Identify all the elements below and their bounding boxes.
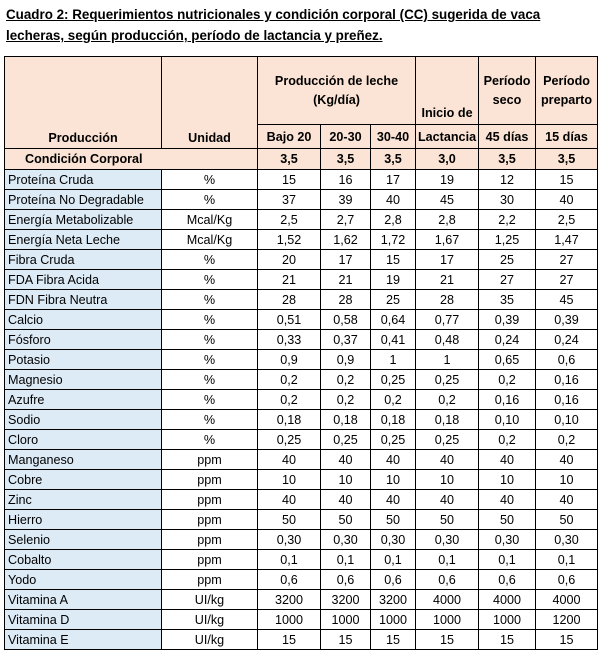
row-value: 2,8 bbox=[371, 210, 416, 230]
row-value: 0,64 bbox=[371, 310, 416, 330]
row-value: 21 bbox=[321, 270, 371, 290]
row-value: 2,5 bbox=[536, 210, 598, 230]
row-value: 50 bbox=[416, 510, 479, 530]
row-value: 4000 bbox=[416, 590, 479, 610]
row-value: 0,24 bbox=[479, 330, 536, 350]
table-row bbox=[5, 510, 598, 530]
cc-value: 3,5 bbox=[258, 149, 321, 170]
row-value: 10 bbox=[416, 470, 479, 490]
row-value: 0,2 bbox=[321, 390, 371, 410]
row-value: 0,41 bbox=[371, 330, 416, 350]
header-row-cc bbox=[5, 149, 598, 170]
table-row bbox=[5, 450, 598, 470]
cc-value: 3,5 bbox=[479, 149, 536, 170]
row-value: 1,25 bbox=[479, 230, 536, 250]
row-value: 0,37 bbox=[321, 330, 371, 350]
row-unit: % bbox=[162, 330, 258, 350]
row-value: 1000 bbox=[416, 610, 479, 630]
row-value: 0,18 bbox=[258, 410, 321, 430]
row-value: 3200 bbox=[371, 590, 416, 610]
row-value: 12 bbox=[479, 170, 536, 190]
header-15-dias: 15 días bbox=[536, 125, 598, 149]
row-value: 0,25 bbox=[258, 430, 321, 450]
header-condicion-corporal: Condición Corporal bbox=[5, 149, 258, 170]
table-row bbox=[5, 550, 598, 570]
row-nutrient-name: Vitamina A bbox=[5, 590, 162, 610]
row-value: 50 bbox=[479, 510, 536, 530]
row-nutrient-name: Zinc bbox=[5, 490, 162, 510]
row-value: 10 bbox=[536, 470, 598, 490]
row-value: 0,65 bbox=[479, 350, 536, 370]
row-value: 0,16 bbox=[536, 370, 598, 390]
row-nutrient-name: Cloro bbox=[5, 430, 162, 450]
row-value: 0,24 bbox=[536, 330, 598, 350]
header-unidad: Unidad bbox=[162, 57, 258, 149]
row-value: 40 bbox=[371, 190, 416, 210]
row-value: 0,16 bbox=[536, 390, 598, 410]
row-value: 10 bbox=[479, 470, 536, 490]
row-unit: % bbox=[162, 410, 258, 430]
row-unit: Mcal/Kg bbox=[162, 210, 258, 230]
row-nutrient-name: Manganeso bbox=[5, 450, 162, 470]
table-row bbox=[5, 270, 598, 290]
row-value: 0,1 bbox=[321, 550, 371, 570]
header-row-top bbox=[5, 57, 598, 125]
row-value: 1000 bbox=[479, 610, 536, 630]
table-row bbox=[5, 430, 598, 450]
row-value: 2,2 bbox=[479, 210, 536, 230]
row-unit: ppm bbox=[162, 450, 258, 470]
row-unit: % bbox=[162, 270, 258, 290]
row-value: 0,6 bbox=[479, 570, 536, 590]
row-value: 0,1 bbox=[416, 550, 479, 570]
table-row bbox=[5, 410, 598, 430]
row-unit: % bbox=[162, 190, 258, 210]
row-value: 40 bbox=[416, 490, 479, 510]
row-value: 28 bbox=[258, 290, 321, 310]
row-value: 40 bbox=[258, 450, 321, 470]
row-value: 40 bbox=[536, 190, 598, 210]
row-unit: ppm bbox=[162, 570, 258, 590]
row-value: 17 bbox=[371, 170, 416, 190]
table-row bbox=[5, 210, 598, 230]
row-value: 40 bbox=[479, 490, 536, 510]
row-unit: % bbox=[162, 250, 258, 270]
row-unit: % bbox=[162, 170, 258, 190]
row-value: 0,51 bbox=[258, 310, 321, 330]
row-value: 0,30 bbox=[258, 530, 321, 550]
row-value: 0,25 bbox=[321, 430, 371, 450]
row-value: 40 bbox=[371, 450, 416, 470]
row-value: 15 bbox=[371, 630, 416, 650]
row-value: 0,48 bbox=[416, 330, 479, 350]
row-value: 0,58 bbox=[321, 310, 371, 330]
table-row bbox=[5, 590, 598, 610]
row-value: 30 bbox=[479, 190, 536, 210]
row-value: 0,2 bbox=[479, 430, 536, 450]
row-value: 0,2 bbox=[321, 370, 371, 390]
table-row bbox=[5, 190, 598, 210]
row-value: 0,6 bbox=[536, 570, 598, 590]
nutrition-requirements-table bbox=[4, 56, 598, 650]
row-value: 1,67 bbox=[416, 230, 479, 250]
row-value: 10 bbox=[258, 470, 321, 490]
row-unit: ppm bbox=[162, 470, 258, 490]
row-value: 50 bbox=[321, 510, 371, 530]
row-value: 0,30 bbox=[371, 530, 416, 550]
row-unit: % bbox=[162, 370, 258, 390]
row-value: 1,52 bbox=[258, 230, 321, 250]
row-value: 0,18 bbox=[371, 410, 416, 430]
row-value: 0,1 bbox=[479, 550, 536, 570]
row-value: 0,25 bbox=[416, 430, 479, 450]
row-unit: % bbox=[162, 290, 258, 310]
row-value: 15 bbox=[321, 630, 371, 650]
row-value: 40 bbox=[416, 450, 479, 470]
row-value: 0,2 bbox=[258, 370, 321, 390]
row-value: 0,9 bbox=[321, 350, 371, 370]
row-value: 15 bbox=[536, 170, 598, 190]
row-value: 15 bbox=[258, 170, 321, 190]
row-value: 25 bbox=[371, 290, 416, 310]
row-value: 0,1 bbox=[371, 550, 416, 570]
row-nutrient-name: Sodio bbox=[5, 410, 162, 430]
table-row bbox=[5, 370, 598, 390]
header-lactancia: Lactancia bbox=[416, 125, 479, 149]
row-unit: % bbox=[162, 390, 258, 410]
row-value: 0,6 bbox=[536, 350, 598, 370]
row-value: 15 bbox=[536, 630, 598, 650]
header-produccion-leche: Producción de leche (Kg/día) bbox=[258, 57, 416, 125]
header-20-30: 20-30 bbox=[321, 125, 371, 149]
row-value: 0,33 bbox=[258, 330, 321, 350]
row-value: 0,16 bbox=[479, 390, 536, 410]
row-value: 35 bbox=[479, 290, 536, 310]
row-value: 40 bbox=[258, 490, 321, 510]
row-value: 40 bbox=[536, 450, 598, 470]
row-value: 1000 bbox=[321, 610, 371, 630]
row-value: 0,9 bbox=[258, 350, 321, 370]
table-row bbox=[5, 170, 598, 190]
row-value: 28 bbox=[416, 290, 479, 310]
table-row bbox=[5, 630, 598, 650]
header-inicio-de: Inicio de bbox=[416, 57, 479, 125]
row-unit: ppm bbox=[162, 490, 258, 510]
row-nutrient-name: Energía Neta Leche bbox=[5, 230, 162, 250]
row-nutrient-name: Hierro bbox=[5, 510, 162, 530]
row-nutrient-name: FDA Fibra Acida bbox=[5, 270, 162, 290]
row-unit: % bbox=[162, 350, 258, 370]
row-value: 4000 bbox=[479, 590, 536, 610]
row-value: 0,39 bbox=[479, 310, 536, 330]
row-value: 40 bbox=[371, 490, 416, 510]
row-unit: % bbox=[162, 310, 258, 330]
cc-value: 3,0 bbox=[416, 149, 479, 170]
row-value: 21 bbox=[258, 270, 321, 290]
row-unit: UI/kg bbox=[162, 590, 258, 610]
row-nutrient-name: Fibra Cruda bbox=[5, 250, 162, 270]
row-value: 1,47 bbox=[536, 230, 598, 250]
row-value: 15 bbox=[371, 250, 416, 270]
row-value: 0,30 bbox=[479, 530, 536, 550]
header-periodo-preparto: Período preparto bbox=[536, 57, 598, 125]
row-value: 0,25 bbox=[416, 370, 479, 390]
row-value: 0,2 bbox=[536, 430, 598, 450]
row-value: 1 bbox=[416, 350, 479, 370]
row-value: 0,1 bbox=[258, 550, 321, 570]
table-row bbox=[5, 390, 598, 410]
row-value: 0,77 bbox=[416, 310, 479, 330]
row-nutrient-name: Vitamina E bbox=[5, 630, 162, 650]
row-nutrient-name: Energía Metabolizable bbox=[5, 210, 162, 230]
row-nutrient-name: Selenio bbox=[5, 530, 162, 550]
row-value: 27 bbox=[536, 270, 598, 290]
row-nutrient-name: Magnesio bbox=[5, 370, 162, 390]
table-row bbox=[5, 570, 598, 590]
row-value: 0,30 bbox=[536, 530, 598, 550]
row-value: 20 bbox=[258, 250, 321, 270]
row-value: 45 bbox=[536, 290, 598, 310]
row-value: 0,2 bbox=[371, 390, 416, 410]
header-bajo-20: Bajo 20 bbox=[258, 125, 321, 149]
row-value: 0,6 bbox=[258, 570, 321, 590]
row-unit: % bbox=[162, 430, 258, 450]
row-value: 4000 bbox=[536, 590, 598, 610]
row-value: 50 bbox=[536, 510, 598, 530]
cc-value: 3,5 bbox=[536, 149, 598, 170]
header-produccion: Producción bbox=[5, 57, 162, 149]
row-value: 0,2 bbox=[258, 390, 321, 410]
table-caption: Cuadro 2: Requerimientos nutricionales y condición corporal (CC) sugerida de vaca lecheras, según producción, período de lactancia y preñez. bbox=[6, 7, 541, 43]
row-unit: ppm bbox=[162, 530, 258, 550]
row-value: 1 bbox=[371, 350, 416, 370]
row-value: 19 bbox=[416, 170, 479, 190]
row-value: 3200 bbox=[258, 590, 321, 610]
row-value: 2,5 bbox=[258, 210, 321, 230]
row-value: 0,6 bbox=[371, 570, 416, 590]
row-value: 28 bbox=[321, 290, 371, 310]
row-value: 50 bbox=[258, 510, 321, 530]
row-value: 0,6 bbox=[321, 570, 371, 590]
table-row bbox=[5, 530, 598, 550]
table-row bbox=[5, 290, 598, 310]
row-value: 0,10 bbox=[479, 410, 536, 430]
row-value: 40 bbox=[536, 490, 598, 510]
row-value: 0,10 bbox=[536, 410, 598, 430]
row-value: 0,6 bbox=[416, 570, 479, 590]
row-unit: UI/kg bbox=[162, 610, 258, 630]
row-value: 45 bbox=[416, 190, 479, 210]
table-row bbox=[5, 250, 598, 270]
row-value: 25 bbox=[479, 250, 536, 270]
row-value: 21 bbox=[416, 270, 479, 290]
row-value: 17 bbox=[321, 250, 371, 270]
row-value: 40 bbox=[479, 450, 536, 470]
row-value: 50 bbox=[371, 510, 416, 530]
row-value: 2,8 bbox=[416, 210, 479, 230]
row-value: 15 bbox=[258, 630, 321, 650]
header-45-dias: 45 días bbox=[479, 125, 536, 149]
row-nutrient-name: Azufre bbox=[5, 390, 162, 410]
row-unit: ppm bbox=[162, 510, 258, 530]
header-periodo-seco: Período seco bbox=[479, 57, 536, 125]
row-value: 17 bbox=[416, 250, 479, 270]
cc-value: 3,5 bbox=[371, 149, 416, 170]
row-unit: UI/kg bbox=[162, 630, 258, 650]
header-30-40: 30-40 bbox=[371, 125, 416, 149]
row-value: 27 bbox=[479, 270, 536, 290]
row-value: 40 bbox=[321, 450, 371, 470]
row-value: 1,72 bbox=[371, 230, 416, 250]
row-nutrient-name: Calcio bbox=[5, 310, 162, 330]
table-row bbox=[5, 350, 598, 370]
row-nutrient-name: Cobalto bbox=[5, 550, 162, 570]
row-value: 10 bbox=[321, 470, 371, 490]
row-value: 0,2 bbox=[479, 370, 536, 390]
row-nutrient-name: Fósforo bbox=[5, 330, 162, 350]
row-value: 1000 bbox=[371, 610, 416, 630]
table-row bbox=[5, 490, 598, 510]
row-value: 1,62 bbox=[321, 230, 371, 250]
row-unit: Mcal/Kg bbox=[162, 230, 258, 250]
row-value: 0,18 bbox=[321, 410, 371, 430]
row-value: 27 bbox=[536, 250, 598, 270]
row-value: 0,18 bbox=[416, 410, 479, 430]
row-value: 0,39 bbox=[536, 310, 598, 330]
row-value: 37 bbox=[258, 190, 321, 210]
row-nutrient-name: Proteína Cruda bbox=[5, 170, 162, 190]
row-value: 0,1 bbox=[536, 550, 598, 570]
row-value: 1000 bbox=[258, 610, 321, 630]
row-nutrient-name: Cobre bbox=[5, 470, 162, 490]
row-value: 0,25 bbox=[371, 430, 416, 450]
row-value: 15 bbox=[479, 630, 536, 650]
row-value: 10 bbox=[371, 470, 416, 490]
row-value: 0,30 bbox=[416, 530, 479, 550]
row-value: 1200 bbox=[536, 610, 598, 630]
cc-value: 3,5 bbox=[321, 149, 371, 170]
row-value: 3200 bbox=[321, 590, 371, 610]
row-value: 0,25 bbox=[371, 370, 416, 390]
row-value: 16 bbox=[321, 170, 371, 190]
table-row bbox=[5, 610, 598, 630]
row-value: 19 bbox=[371, 270, 416, 290]
row-nutrient-name: FDN Fibra Neutra bbox=[5, 290, 162, 310]
row-nutrient-name: Yodo bbox=[5, 570, 162, 590]
row-value: 0,30 bbox=[321, 530, 371, 550]
table-row bbox=[5, 230, 598, 250]
table-row bbox=[5, 470, 598, 490]
row-value: 39 bbox=[321, 190, 371, 210]
row-value: 40 bbox=[321, 490, 371, 510]
row-unit: ppm bbox=[162, 550, 258, 570]
row-value: 2,7 bbox=[321, 210, 371, 230]
row-value: 0,2 bbox=[416, 390, 479, 410]
table-row bbox=[5, 330, 598, 350]
table-row bbox=[5, 310, 598, 330]
row-nutrient-name: Vitamina D bbox=[5, 610, 162, 630]
row-value: 15 bbox=[416, 630, 479, 650]
row-nutrient-name: Proteína No Degradable bbox=[5, 190, 162, 210]
row-nutrient-name: Potasio bbox=[5, 350, 162, 370]
